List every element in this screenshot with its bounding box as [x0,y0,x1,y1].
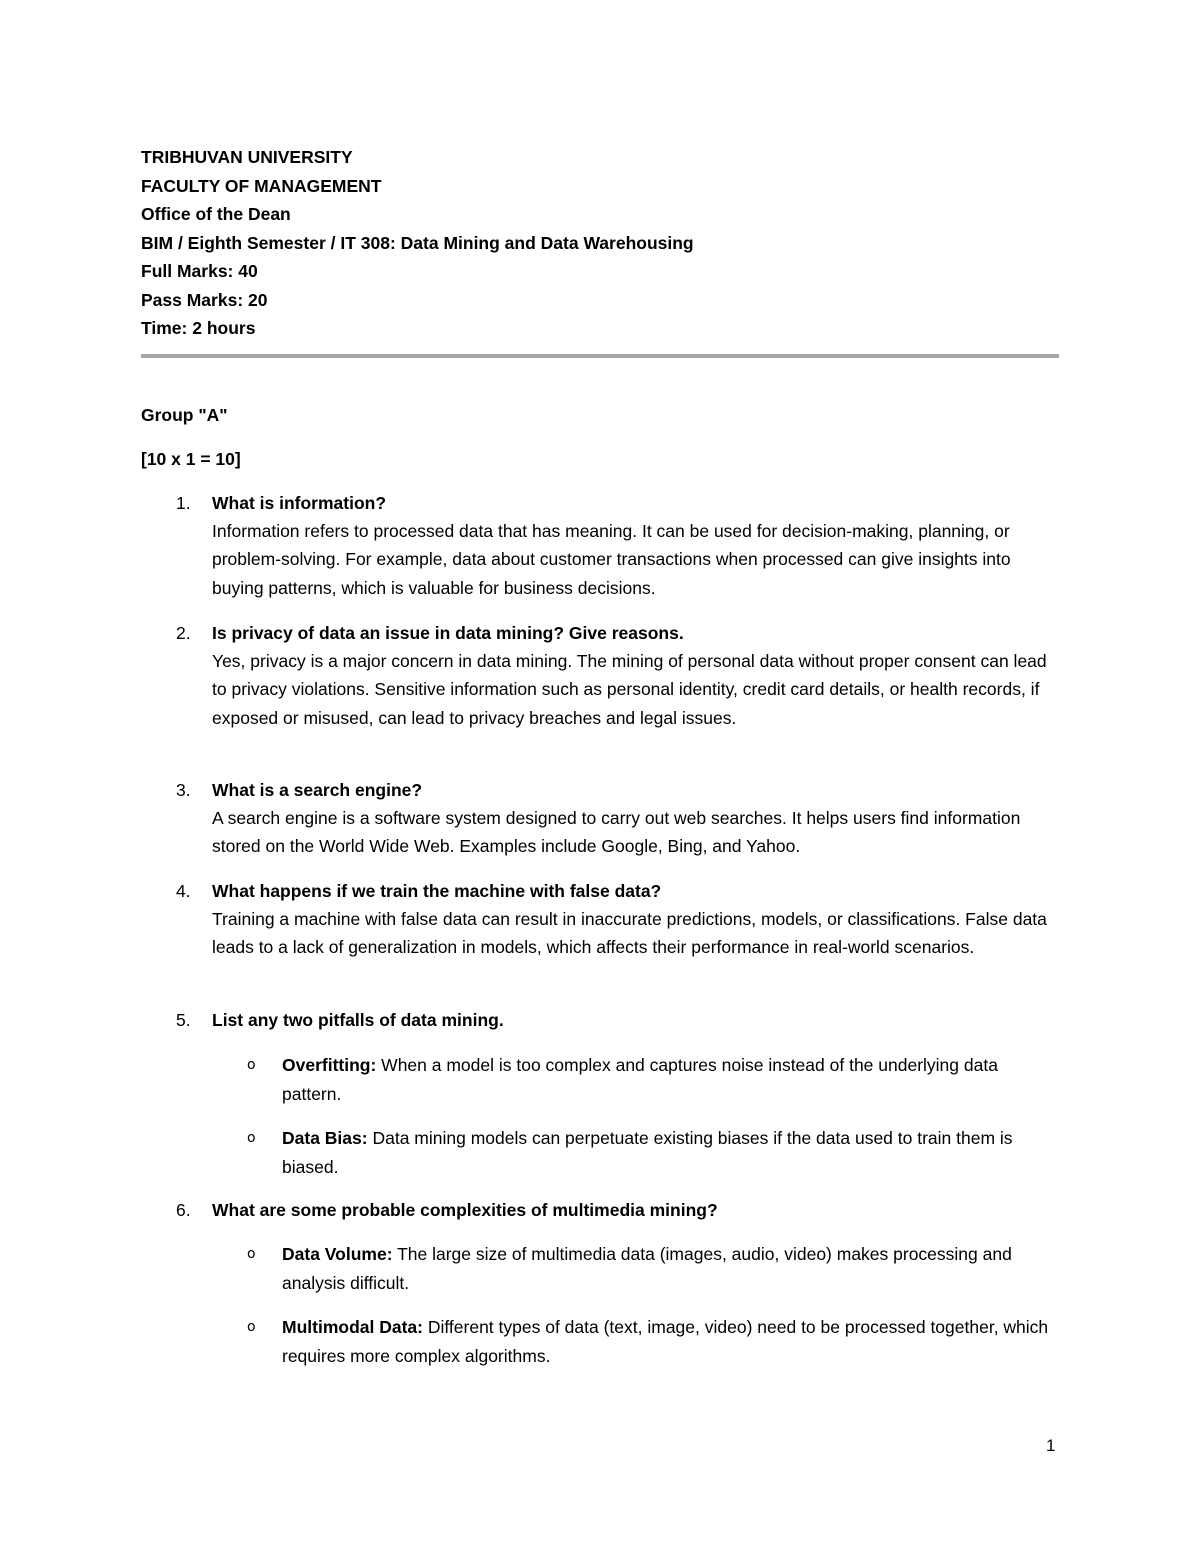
question-heading [141,776,1061,804]
answer-text: Information refers to processed data that has meaning. It can be used for decision-making, planning, or problem-solving. For example, data about customer transactions when processed can give insights into buying patterns, which is valuable for business decisions. [212,521,1011,598]
answer-text: Training a machine with false data can result in inaccurate predictions, models, or classifications. False data leads to a lack of generalization in models, which affects their performance in real-world scenarios. [212,909,1047,958]
question-number: 3. [176,780,191,800]
full-marks: Full Marks: 40 [141,261,258,281]
question-4 [141,877,1061,962]
question-1 [141,489,1061,602]
bullet-icon: o [247,1057,256,1073]
question-heading [141,1006,1061,1034]
header-divider [141,354,1059,358]
bullet-text: The large size of multimedia data (images, audio, video) makes processing and analysis difficult. [282,1244,1012,1293]
answer-text: Yes, privacy is a major concern in data mining. The mining of personal data without proper consent can lead to privacy violations. Sensitive information such as personal identity, credit card details, or health records, if exposed or misused, can lead to privacy breaches and legal issues. [212,651,1047,728]
question-6-bullets [141,1240,1061,1386]
group-marks: [10 x 1 = 10] [141,449,241,469]
list-item [141,1124,1061,1182]
question-text: Is privacy of data an issue in data mining? Give reasons. [212,623,684,643]
bullet-term: Data Bias: [282,1128,368,1148]
question-text: What are some probable complexities of multimedia mining? [212,1200,718,1220]
pass-marks: Pass Marks: 20 [141,289,268,310]
question-5 [141,1006,1061,1034]
answer-text: A search engine is a software system designed to carry out web searches. It helps users find information stored on the World Wide Web. Examples include Google, Bing, and Yahoo. [212,808,1021,857]
exam-header [141,143,1061,343]
list-item [141,1051,1061,1109]
office-name: Office of the Dean [141,204,291,224]
bullet-icon: o [247,1319,256,1335]
list-item [141,1313,1061,1371]
question-2 [141,619,1061,732]
bullet-icon: o [247,1130,256,1146]
question-heading [141,619,1061,647]
question-heading [141,1196,1061,1224]
bullet-term: Overfitting: [282,1055,377,1075]
question-number: 6. [176,1200,191,1220]
question-number: 5. [176,1010,191,1030]
bullet-term: Multimodal Data: [282,1317,423,1337]
question-number: 4. [176,881,191,901]
bullet-term: Data Volume: [282,1244,393,1264]
faculty-name: FACULTY OF MANAGEMENT [141,175,382,196]
question-heading [141,877,1061,905]
question-text: What is a search engine? [212,780,423,800]
question-number: 2. [176,623,191,643]
question-text: What happens if we train the machine with false data? [212,881,662,901]
exam-time: Time: 2 hours [141,318,256,338]
question-number: 1. [176,493,191,513]
question-text: What is information? [212,493,387,513]
question-text: List any two pitfalls of data mining. [212,1010,504,1030]
question-6 [141,1196,1061,1224]
question-3 [141,776,1061,861]
bullet-text: Data mining models can perpetuate existing biases if the data used to train them is biased. [282,1128,1013,1177]
bullet-icon: o [247,1246,256,1262]
list-item [141,1240,1061,1298]
page-number: 1 [1046,1436,1056,1455]
question-5-bullets [141,1051,1061,1197]
bullet-text: Different types of data (text, image, video) need to be processed together, which requires more complex algorithms. [282,1317,1049,1366]
university-name: TRIBHUVAN UNIVERSITY [141,147,353,167]
bullet-text: When a model is too complex and captures noise instead of the underlying data pattern. [282,1055,998,1104]
group-title: Group "A" [141,405,228,425]
course-title: BIM / Eighth Semester / IT 308: Data Mining and Data Warehousing [141,232,694,253]
question-heading [141,489,1061,517]
